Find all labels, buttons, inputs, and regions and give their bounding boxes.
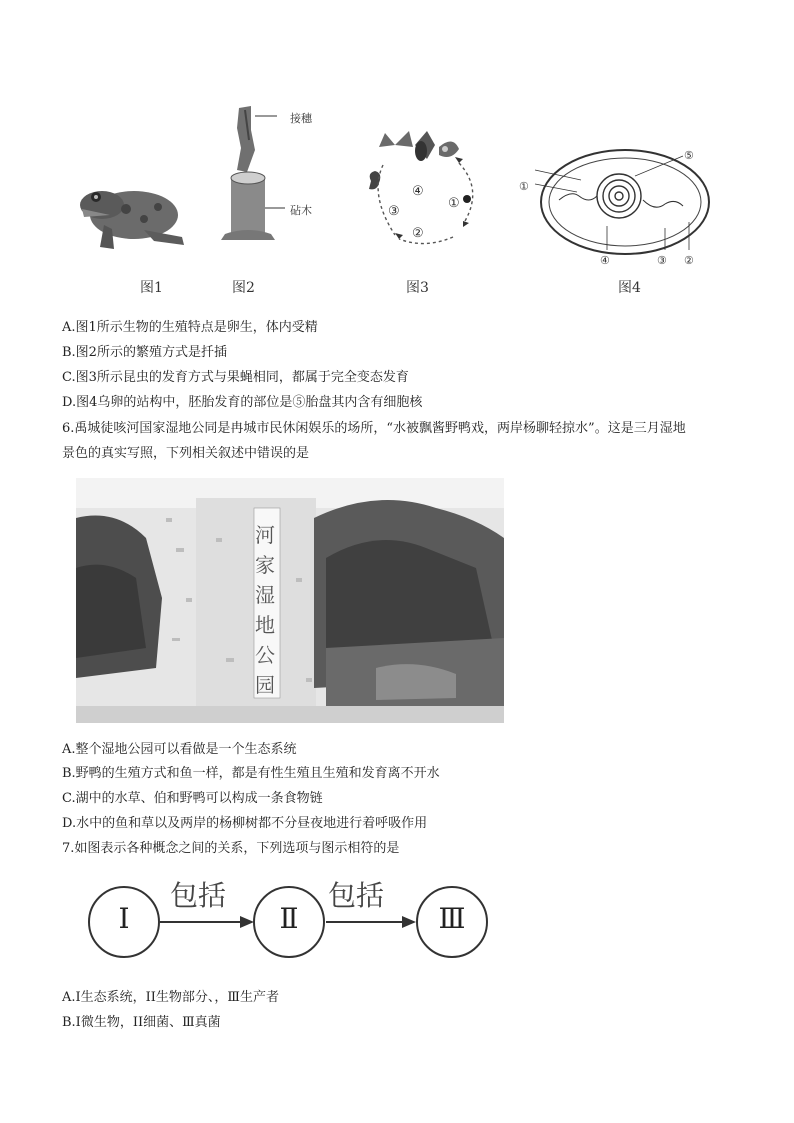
egg-label-2: ②	[684, 254, 694, 267]
q5-option-b: B.图2所示的繁殖方式是扦插	[62, 345, 227, 360]
figure-3-caption: 图3	[406, 280, 429, 296]
stage-2-label: ②	[412, 226, 424, 241]
edge-label-2: 包括	[328, 879, 385, 912]
photo-sign-text: 河家湿地公园	[255, 523, 275, 697]
figure-2-caption: 图2	[232, 280, 255, 296]
concept-node-2: Ⅱ	[279, 902, 299, 935]
stage-4-label: ④	[412, 184, 424, 199]
q6-stem-line2: 景色的真实写照，下列相关叙述中错误的是	[62, 446, 310, 461]
edge-label-1: 包括	[170, 879, 227, 912]
wetland-park-photo	[76, 478, 504, 723]
stage-3-label: ③	[388, 204, 400, 219]
scion-label: 接穗	[290, 112, 312, 125]
stage-1-label: ①	[448, 196, 460, 211]
q7-stem: 7.如图表示各种概念之间的关系，下列选项与图示相符的是	[62, 841, 400, 856]
q6-option-c: C.湖中的水草、伯和野鸭可以构成一条食物链	[62, 791, 323, 806]
stock-label: 砧木	[290, 204, 312, 217]
egg-label-5: ⑤	[684, 149, 694, 162]
q7-option-b: B.I微生物，II细菌、Ⅲ真菌	[62, 1015, 221, 1030]
q6-option-b: B.野鸭的生殖方式和鱼一样，都是有性生殖且生殖和发育离不开水	[62, 766, 440, 781]
egg-label-4: ④	[600, 254, 610, 267]
egg-label-1: ①	[519, 180, 529, 193]
egg-label-3: ③	[657, 254, 667, 267]
figure-1-frog	[74, 175, 190, 255]
q5-option-a: A.图1所示生物的生殖特点是卵生，体内受精	[62, 320, 318, 335]
concept-node-3: Ⅲ	[438, 902, 466, 935]
q5-option-d: D.图4乌卵的站构中，胚胎发育的部位是⑤胎盘其内含有细胞核	[62, 395, 423, 410]
figure-1-caption: 图1	[140, 280, 163, 296]
q5-option-c: C.图3所示昆虫的发育方式与果蝇相同，都属于完全变态发育	[62, 370, 409, 385]
q6-option-d: D.水中的鱼和草以及两岸的杨柳树都不分昼夜地进行着呼吸作用	[62, 816, 428, 831]
concept-node-1: Ⅰ	[118, 902, 130, 935]
q7-option-a: A.I生态系统，II生物部分、，Ⅲ生产者	[62, 990, 279, 1005]
q6-stem-line1: 6.禹城徒咳河国家湿地公同是冉城市民休闲娱乐的场所，“水被飘酱野鸭戏，两岸杨聊轻掠水”。这是三月湿地	[62, 421, 686, 436]
figure-2-grafting	[215, 100, 345, 250]
figure-4-caption: 图4	[618, 280, 641, 296]
q6-option-a: A.整个湿地公园可以看做是一个生态系统	[62, 742, 297, 757]
